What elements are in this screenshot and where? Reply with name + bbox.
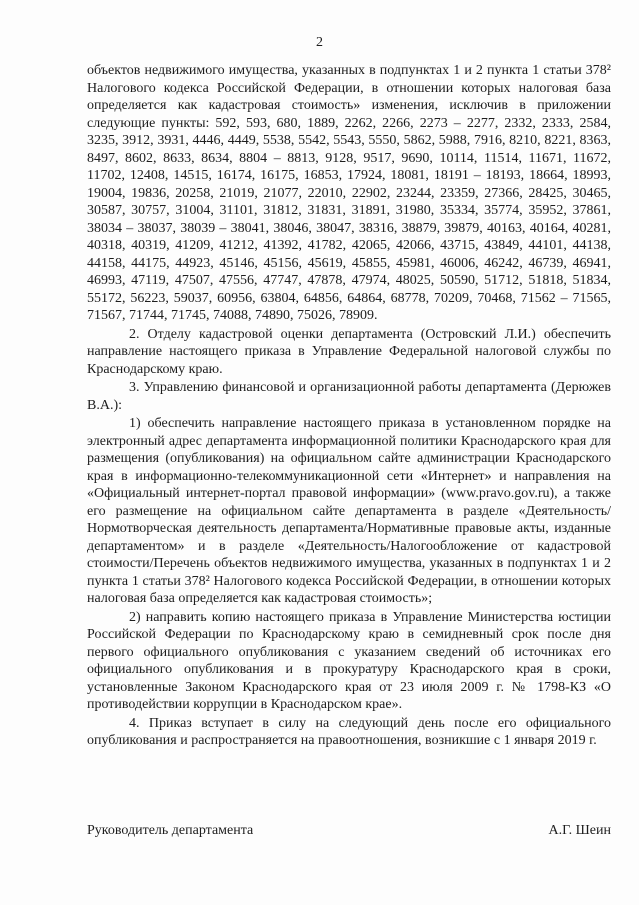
signatory-title: Руководитель департамента xyxy=(87,823,254,838)
paragraph-2: 2. Отделу кадастровой оценки департамента (Островский Л.И.) обеспечить направление настоящего приказа в Управление Федеральной налоговой службы по Краснодарскому краю. xyxy=(87,326,611,377)
paragraph-3: 3. Управлению финансовой и организационной работы департамента (Дерюжев В.А.): xyxy=(87,380,611,413)
paragraph-4: 4. Приказ вступает в силу на следующий день после его официального опубликования и распространяется на правоотношения, возникшие с 1 января 2019 г. xyxy=(87,715,611,748)
signature-block xyxy=(87,822,611,842)
document-body xyxy=(87,62,611,750)
page-number: 2 xyxy=(316,35,323,50)
paragraph-3-item-2: 2) направить копию настоящего приказа в Управление Министерства юстиции Российской Федерации по Краснодарскому краю в семидневный срок после дня первого официального опубликования с указанием сведений об источниках его официального опубликования и в прокуратуру Краснодарского края в сроки, установленные Законом Краснодарского края от 23 июля 2009 г. № 1798-КЗ «О противодействии коррупции в Краснодарском крае». xyxy=(87,609,611,712)
signatory-name: А.Г. Шеин xyxy=(548,823,611,838)
paragraph-3-item-1: 1) обеспечить направление настоящего приказа в установленном порядке на электронный адрес департамента информационной политики Краснодарского края для размещения (опубликования) на официальном сайте администрации Краснодарского края в информационно-телекоммуникационной сети «Интернет» и направления на «Официальный интернет-портал правовой информации» (www.pravo.gov.ru), а также его размещение на официальном сайте департамента в разделе «Деятельность/Нормотворческая деятельность департамента/Нормативные правовые акты, изданные департаментом» и в разделе «Деятельность/Налогообложение от кадастровой стоимости/Перечень объектов недвижимого имущества, указанных в подпунктах 1 и 2 пункта 1 статьи 378² Налогового кодекса Российской Федерации, в отношении которых налоговая база определяется как кадастровая стоимость»; xyxy=(87,416,611,606)
paragraph-exclusion-list: объектов недвижимого имущества, указанных в подпунктах 1 и 2 пункта 1 статьи 378² Налогового кодекса Российской Федерации, в отношении которых налоговая база определяется как кадастровая стоимость» изменения, исключив в приложении следующие пункты: 592, 593, 680, 1889, 2262, 2266, 2273 – 2277, 2332, 2333, 2584, 3235, 3912, 3931, 4446, 4449, 5538, 5542, 5543, 5550, 5862, 5988, 7916, 8210, 8221, 8363, 8497, 8602, 8633, 8634, 8804 – 8813, 9128, 9517, 9690, 10114, 11514, 11671, 11672, 11702, 12408, 14515, 16174, 16175, 16853, 17924, 18081, 18191 – 18193, 18664, 18993, 19004, 19836, 20258, 21019, 21077, 22010, 22902, 23244, 23359, 27366, 28425, 30465, 30587, 30757, 31004, 31101, 31812, 31831, 31891, 31980, 35334, 35774, 35952, 37861, 38034 – 38037, 38039 – 38041, 38046, 38047, 38316, 38879, 39879, 40163, 40164, 40281, 40318, 40319, 41209, 41212, 41392, 41782, 42065, 42066, 43715, 43849, 44101, 44138, 44158, 44175, 44923, 45146, 45156, 45619, 45855, 45981, 46006, 46242, 46739, 46941, 46993, 47119, 47507, 47556, 47747, 47878, 47974, 48025, 50590, 51712, 51818, 51834, 55172, 56223, 59037, 60956, 63804, 64856, 64864, 68778, 70209, 70468, 71562 – 71565, 71567, 71744, 71745, 74088, 74890, 75026, 78909. xyxy=(87,63,611,323)
